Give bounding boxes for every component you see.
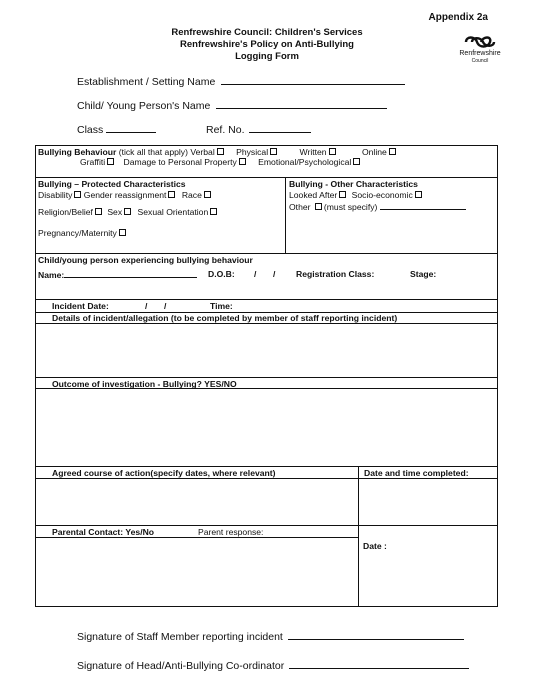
head-signature-label: Signature of Head/Anti-Bullying Co-ordinator: [77, 660, 285, 672]
checkbox-icon[interactable]: [95, 208, 102, 215]
victim-name-field[interactable]: [38, 269, 197, 280]
incident-details-label: Details of incident/allegation (to be completed by member of staff reporting incident): [52, 313, 398, 323]
checkbox-icon[interactable]: [107, 158, 114, 165]
head-signature-line[interactable]: [289, 657, 469, 669]
form-title-logging: Logging Form: [235, 51, 299, 62]
bullying-behaviour-row2: [80, 157, 360, 167]
option-gender-reassignment[interactable]: Gender reassignment: [84, 190, 176, 200]
council-logo: [450, 34, 510, 64]
option-written[interactable]: Written: [300, 147, 336, 157]
parent-response-label: Parent response:: [198, 527, 264, 537]
staff-signature-label: Signature of Staff Member reporting incident: [77, 631, 283, 643]
establishment-line[interactable]: [221, 73, 405, 85]
staff-signature-field[interactable]: [77, 628, 464, 643]
agreed-action-area[interactable]: [36, 479, 357, 524]
registration-class-label: Registration Class:: [296, 269, 375, 279]
establishment-field[interactable]: [77, 73, 405, 88]
appendix-label: Appendix 2a: [428, 12, 488, 23]
checkbox-icon[interactable]: [239, 158, 246, 165]
checkbox-icon[interactable]: [210, 208, 217, 215]
other-row2[interactable]: [289, 201, 466, 212]
option-emotional[interactable]: Emotional/Psychological: [258, 157, 360, 167]
option-verbal[interactable]: Verbal: [190, 147, 223, 157]
victim-name-line[interactable]: [64, 269, 197, 278]
checkbox-icon[interactable]: [204, 191, 211, 198]
checkbox-icon[interactable]: [168, 191, 175, 198]
staff-signature-line[interactable]: [288, 628, 464, 640]
checkbox-icon[interactable]: [315, 203, 322, 210]
option-graffiti[interactable]: Graffiti: [80, 157, 114, 167]
head-signature-field[interactable]: [77, 657, 469, 672]
stage-label: Stage:: [410, 269, 437, 279]
option-religion[interactable]: Religion/Belief: [38, 207, 102, 217]
option-other-label: Other: [289, 202, 311, 212]
checkbox-icon[interactable]: [270, 148, 277, 155]
other-row1: [289, 190, 422, 200]
option-disability[interactable]: Disability: [38, 190, 81, 200]
experiencing-title: Child/young person experiencing bullying behaviour: [38, 255, 253, 265]
option-race[interactable]: Race: [182, 190, 211, 200]
option-pregnancy[interactable]: Pregnancy/Maternity: [38, 228, 126, 238]
date-time-completed-area[interactable]: [359, 479, 496, 524]
option-sexual-orientation[interactable]: Sexual Orientation: [138, 207, 218, 217]
option-sex[interactable]: Sex: [107, 207, 131, 217]
outcome-area[interactable]: [36, 389, 496, 465]
ref-no-line[interactable]: [249, 121, 311, 133]
parent-response-area[interactable]: [36, 538, 357, 605]
dob-separator: /: [254, 269, 257, 279]
dob-label: D.O.B:: [208, 269, 235, 279]
ref-no-label: Ref. No.: [206, 124, 245, 136]
bullying-behaviour-row1: [38, 147, 396, 157]
incident-date-separator: /: [145, 301, 148, 311]
logo-subtext: Council: [471, 58, 489, 64]
class-line[interactable]: [106, 121, 156, 133]
logo-text: Renfrewshire: [459, 50, 501, 57]
parental-contact-label: Parental Contact: Yes/No: [52, 527, 155, 537]
bullying-behaviour-label: Bullying Behaviour: [38, 147, 117, 157]
victim-name-label: Name:: [38, 270, 65, 280]
other-title: Bullying - Other Characteristics: [289, 179, 418, 189]
form-title-council: Renfrewshire Council: Children's Services: [171, 27, 363, 38]
checkbox-icon[interactable]: [124, 208, 131, 215]
other-specify-hint: (must specify): [323, 202, 378, 212]
form-title-policy: Renfrewshire's Policy on Anti-Bullying: [180, 39, 354, 50]
date-time-completed-label: Date and time completed:: [364, 468, 469, 478]
protected-row3: [38, 228, 126, 238]
agreed-action-label: Agreed course of action(specify dates, where relevant): [52, 468, 276, 478]
bullying-behaviour-hint: (tick all that apply): [118, 147, 188, 157]
checkbox-icon[interactable]: [74, 191, 81, 198]
other-specify-line[interactable]: [380, 201, 466, 210]
child-name-label: Child/ Young Person's Name: [77, 100, 211, 112]
knot-emblem-icon: [463, 34, 497, 50]
option-physical[interactable]: Physical: [236, 147, 277, 157]
protected-row2: [38, 207, 217, 217]
option-socio-economic[interactable]: Socio-economic: [352, 190, 422, 200]
option-online[interactable]: Online: [362, 147, 396, 157]
incident-date-label: Incident Date:: [52, 301, 109, 311]
option-looked-after[interactable]: Looked After: [289, 190, 346, 200]
child-name-field[interactable]: [77, 97, 387, 112]
outcome-label: Outcome of investigation - Bullying? YES/NO: [52, 379, 237, 389]
establishment-label: Establishment / Setting Name: [77, 76, 216, 88]
checkbox-icon[interactable]: [415, 191, 422, 198]
protected-title: Bullying – Protected Characteristics: [38, 179, 186, 189]
incident-details-area[interactable]: [36, 324, 496, 376]
parental-date-label: Date :: [363, 541, 387, 551]
option-damage-property[interactable]: Damage to Personal Property: [124, 157, 246, 167]
checkbox-icon[interactable]: [339, 191, 346, 198]
class-label: Class: [77, 124, 104, 136]
checkbox-icon[interactable]: [389, 148, 396, 155]
class-field[interactable]: [77, 121, 156, 136]
ref-no-field[interactable]: [206, 121, 311, 136]
incident-time-label: Time:: [210, 301, 233, 311]
checkbox-icon[interactable]: [217, 148, 224, 155]
protected-row1: [38, 190, 211, 200]
dob-separator: /: [273, 269, 276, 279]
incident-date-separator: /: [164, 301, 167, 311]
checkbox-icon[interactable]: [119, 229, 126, 236]
checkbox-icon[interactable]: [353, 158, 360, 165]
checkbox-icon[interactable]: [329, 148, 336, 155]
child-name-line[interactable]: [216, 97, 387, 109]
